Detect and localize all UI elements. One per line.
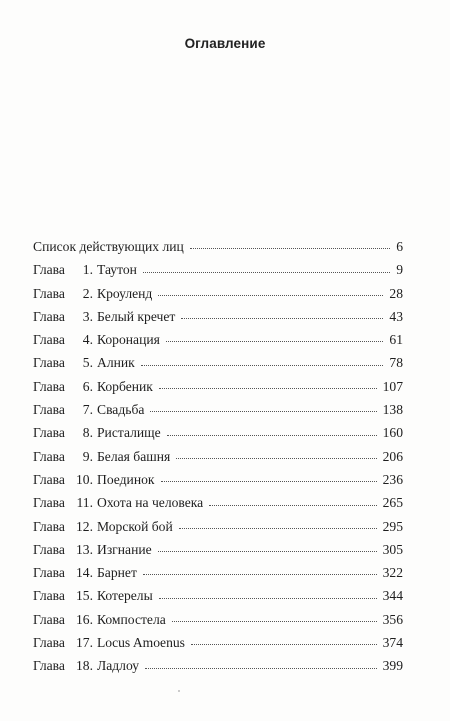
chapter-title: Поединок (97, 471, 155, 487)
chapter-number: 15. (76, 588, 93, 604)
chapter-word: Глава (33, 565, 65, 581)
chapter-title: Охота на человека (97, 495, 204, 511)
toc-page-number: 236 (382, 471, 403, 487)
toc-page-number: 374 (382, 635, 403, 651)
chapter-number: 3. (82, 308, 93, 324)
toc-page-number: 305 (382, 541, 403, 557)
toc-row-chapter (33, 375, 403, 398)
toc-row-chapter (33, 608, 403, 631)
toc-row-chapter (33, 561, 403, 584)
toc-row-chapter (33, 491, 403, 514)
chapter-word: Глава (33, 355, 65, 371)
toc-page-number: 9 (396, 262, 403, 278)
dot-leader (143, 573, 377, 575)
toc-entry-label (33, 328, 160, 351)
toc-entry-label (33, 538, 152, 561)
chapter-number: 2. (82, 285, 93, 301)
toc-row-chapter (33, 398, 403, 421)
chapter-title: Белая башня (97, 448, 171, 464)
toc-row-chapter (33, 282, 403, 305)
chapter-title: Ладлоу (97, 658, 140, 674)
chapter-word: Глава (33, 588, 65, 604)
chapter-number: 10. (76, 471, 93, 487)
toc-row-chapter (33, 445, 403, 468)
chapter-number: 1. (82, 262, 93, 278)
chapter-title: Компостела (97, 611, 166, 627)
toc-entry-label (33, 398, 144, 421)
dot-leader (159, 387, 377, 389)
dot-leader (158, 550, 377, 552)
toc-page-number: 6 (396, 239, 403, 254)
chapter-number: 4. (82, 332, 93, 348)
dot-leader (161, 480, 377, 482)
toc-row-chapter (33, 631, 403, 654)
toc-entry-label (33, 258, 137, 281)
toc-page-number: 138 (382, 402, 403, 418)
chapter-title: Барнет (97, 565, 137, 581)
chapter-title: Коронация (97, 332, 160, 348)
toc-row-chapter (33, 258, 403, 281)
toc-row-chapter (33, 328, 403, 351)
chapter-number: 9. (82, 448, 93, 464)
chapter-number: 7. (82, 402, 93, 418)
chapter-number: 12. (76, 518, 93, 534)
toc-page-number: 78 (389, 355, 403, 371)
chapter-word: Глава (33, 285, 65, 301)
toc-page-number: 206 (382, 448, 403, 464)
toc-entry-label (33, 468, 155, 491)
toc-entry-label: Список действующих лиц (33, 239, 184, 254)
dot-leader (143, 271, 390, 273)
print-speck (178, 690, 180, 692)
toc-entry-label (33, 515, 173, 538)
page-title: Оглавление (184, 36, 266, 51)
toc-page-number: 356 (382, 611, 403, 627)
toc-page-number: 295 (382, 518, 403, 534)
chapter-title: Морской бой (97, 518, 173, 534)
chapter-word: Глава (33, 308, 65, 324)
chapter-word: Глава (33, 378, 65, 394)
chapter-number: 5. (82, 355, 93, 371)
toc-entry-label (33, 491, 203, 514)
toc-row-chapter (33, 515, 403, 538)
chapter-title: Изгнание (97, 541, 152, 557)
toc-page-number: 160 (382, 425, 403, 441)
toc-row-chapter (33, 654, 403, 677)
chapter-title: Таутон (97, 262, 137, 278)
chapter-number: 16. (76, 611, 93, 627)
chapter-title: Белый кречет (97, 308, 176, 324)
chapter-title: Алник (97, 355, 135, 371)
toc-page-number: 322 (382, 565, 403, 581)
chapter-word: Глава (33, 262, 65, 278)
table-of-contents (33, 235, 403, 678)
toc-row-chapter (33, 538, 403, 561)
chapter-word: Глава (33, 402, 65, 418)
chapter-number: 14. (76, 565, 93, 581)
toc-entry-label (33, 654, 139, 677)
chapter-title: Корбеник (97, 378, 153, 394)
chapter-title: Свадьба (97, 402, 145, 418)
dot-leader (176, 457, 376, 459)
chapter-number: 6. (82, 378, 93, 394)
toc-row-chapter (33, 421, 403, 444)
dot-leader (181, 317, 383, 319)
toc-entry-label (33, 282, 152, 305)
chapter-number: 17. (76, 635, 93, 651)
dot-leader (150, 410, 376, 412)
chapter-number: 8. (82, 425, 93, 441)
toc-row-chapter (33, 584, 403, 607)
dot-leader (166, 340, 384, 342)
dot-leader (179, 527, 377, 529)
dot-leader (145, 667, 377, 669)
toc-entry-label (33, 421, 161, 444)
chapter-word: Глава (33, 332, 65, 348)
chapter-title: Котерелы (97, 588, 153, 604)
toc-page-number: 28 (389, 285, 403, 301)
chapter-word: Глава (33, 518, 65, 534)
chapter-title: Locus Amoenus (97, 635, 185, 651)
toc-entry-label (33, 608, 166, 631)
dot-leader (158, 294, 383, 296)
toc-page-number: 107 (382, 378, 403, 394)
chapter-title: Ристалище (97, 425, 161, 441)
chapter-word: Глава (33, 611, 65, 627)
chapter-word: Глава (33, 471, 65, 487)
toc-entry-label (33, 375, 153, 398)
dot-leader (167, 434, 377, 436)
dot-leader (190, 247, 390, 249)
chapter-title: Кроуленд (97, 285, 153, 301)
toc-page-number: 43 (389, 308, 403, 324)
toc-page-number: 61 (389, 332, 403, 348)
chapter-word: Глава (33, 448, 65, 464)
dot-leader (209, 504, 376, 506)
dot-leader (159, 597, 377, 599)
toc-row-intro (33, 235, 403, 258)
chapter-number: 13. (76, 541, 93, 557)
toc-entry-label (33, 631, 185, 654)
toc-page-number: 344 (382, 588, 403, 604)
chapter-word: Глава (33, 635, 65, 651)
chapter-word: Глава (33, 495, 65, 511)
dot-leader (191, 643, 377, 645)
toc-entry-label (33, 561, 137, 584)
chapter-word: Глава (33, 425, 65, 441)
chapter-word: Глава (33, 658, 65, 674)
toc-row-chapter (33, 468, 403, 491)
toc-row-chapter (33, 351, 403, 374)
dot-leader (141, 364, 384, 366)
chapter-number: 11. (76, 495, 93, 511)
chapter-word: Глава (33, 541, 65, 557)
toc-page-number: 265 (382, 495, 403, 511)
toc-page-number: 399 (382, 658, 403, 674)
toc-entry-label (33, 584, 153, 607)
toc-entry-label (33, 351, 135, 374)
dot-leader (172, 620, 377, 622)
toc-row-chapter (33, 305, 403, 328)
chapter-number: 18. (76, 658, 93, 674)
chapter-list (33, 258, 403, 677)
toc-entry-label (33, 445, 170, 468)
toc-entry-label (33, 305, 175, 328)
